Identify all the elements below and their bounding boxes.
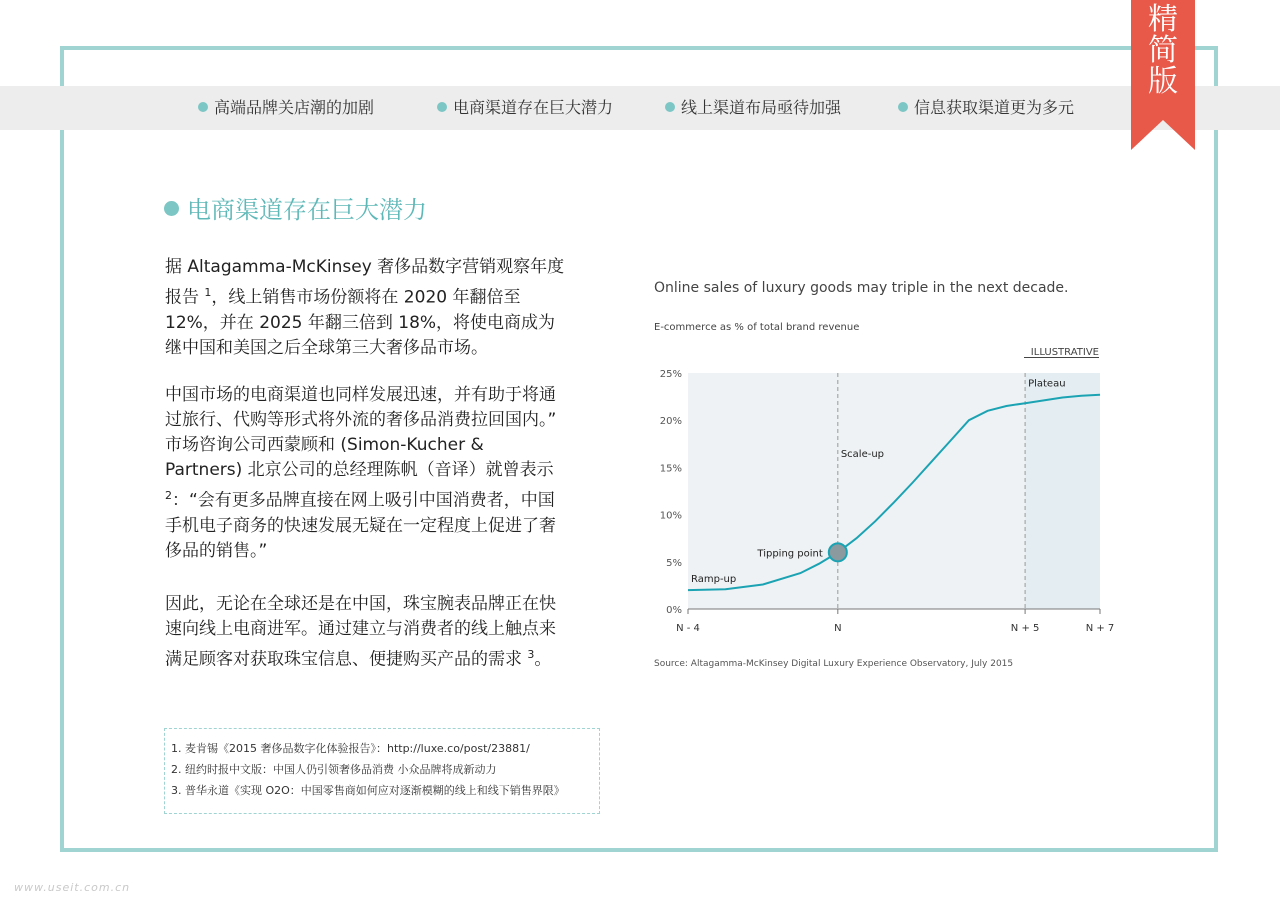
footnote-item: 1. 麦肯锡《2015 奢侈品数字化体验报告》：http://luxe.co/post/23881/: [171, 742, 530, 755]
annotation-tipping-point: Tipping point: [757, 548, 823, 560]
nav-item-label: 信息获取渠道更为多元: [914, 98, 1075, 117]
paragraph-text: 。: [534, 649, 552, 670]
paragraph-text: 因此，无论在全球还是在中国，珠宝腕表品牌正在快速向线上电商进军。通过建立与消费者的线上触点来满足顾客对获取珠宝信息、便捷购买产品的需求: [165, 594, 556, 670]
annotation-plateau: Plateau: [1028, 378, 1066, 390]
illustrative-badge: ILLUSTRATIVE: [1030, 347, 1099, 358]
plateau-region: [1025, 373, 1100, 609]
tipping-point-marker: [829, 543, 847, 561]
footnote-ref: 2: [165, 489, 172, 502]
nav-item-label: 高端品牌关店潮的加剧: [214, 98, 375, 117]
section-title-text: 电商渠道存在巨大潜力: [187, 196, 427, 224]
footnote-item: 2. 纽约时报中文版：中国人仍引领奢侈品消费 小众品牌将成新动力: [171, 763, 497, 776]
chart-title: Online sales of luxury goods may triple in the next decade.: [654, 280, 1069, 296]
x-tick-label: N: [834, 623, 842, 634]
x-tick-label: N - 4: [676, 623, 700, 634]
nav-item-label: 电商渠道存在巨大潜力: [453, 98, 614, 117]
annotation-scale-up: Scale-up: [840, 449, 885, 461]
paragraph-text: 中国市场的电商渠道也同样发展迅速，并有助于将通过旅行、代购等形式将外流的奢侈品消费拉回国内。” 市场咨询公司西蒙顾和 (Simon-Kucher & Partners) 北京公司的总经理陈帆（音译）就曾表示: [165, 385, 557, 480]
x-tick-label: N + 5: [1010, 623, 1040, 634]
x-tick-label: N + 7: [1085, 623, 1115, 634]
y-tick-label: 10%: [659, 510, 682, 522]
paragraph-text: ，线上销售市场份额将在 2020 年翻倍至 12%，并在 2025 年翻三倍到 18%，将使电商成为继中国和美国之后全球第三大奢侈品市场。: [165, 287, 556, 358]
paragraph-text: 据 Altagamma-McKinsey 奢侈品数字营销观察年度报告: [165, 257, 565, 308]
annotation-ramp-up: Ramp-up: [691, 574, 737, 586]
y-tick-label: 20%: [659, 416, 682, 428]
y-tick-label: 15%: [659, 463, 682, 475]
footnote-ref: 3: [527, 648, 535, 661]
y-tick-label: 25%: [659, 369, 682, 380]
chart-subtitle: E-commerce as % of total brand revenue: [654, 322, 860, 333]
chart-source: Source: Altagamma-McKinsey Digital Luxury Experience Observatory, July 2015: [654, 659, 1014, 669]
y-tick-label: 5%: [666, 557, 682, 569]
y-tick-label: 0%: [666, 605, 682, 616]
nav-item-label: 线上渠道布局亟待加强: [681, 98, 842, 117]
paragraph-text: ：“会有更多品牌直接在网上吸引中国消费者，中国手机电子商务的快速发展无疑在一定程度上促进了奢侈品的销售。”: [165, 490, 556, 561]
ribbon-label: 精 简 版: [1148, 2, 1178, 99]
watermark: www.useit.com.cn: [14, 881, 131, 894]
footnote-item: 3. 普华永道《实现 O2O：中国零售商如何应对逐渐模糊的线上和线下销售界限》: [171, 784, 565, 797]
footnote-ref: 1: [204, 286, 212, 299]
